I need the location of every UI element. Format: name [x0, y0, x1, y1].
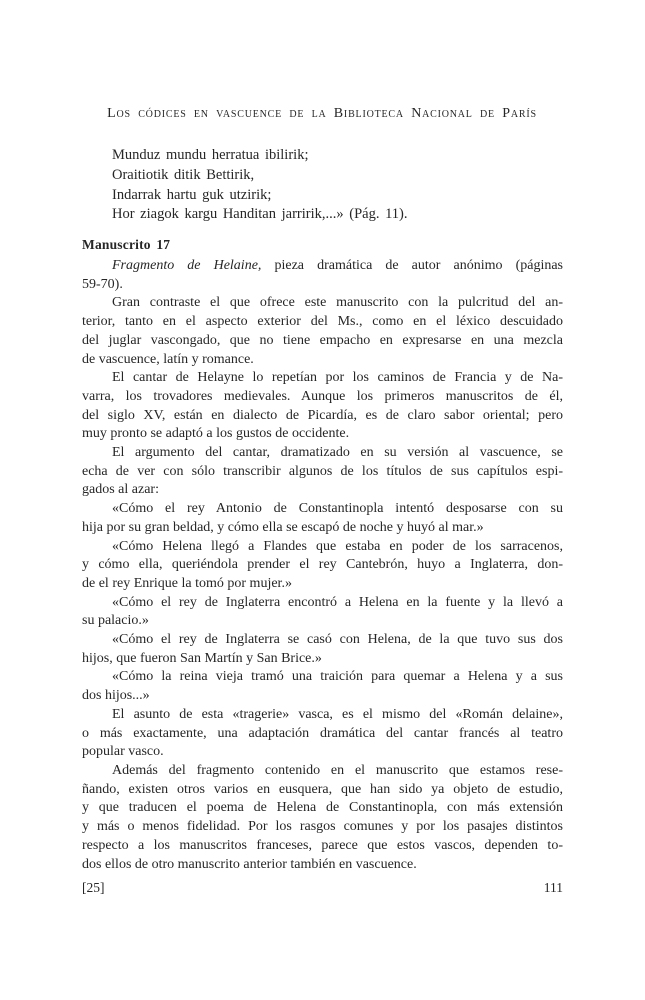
text-line: gados al azar:: [82, 482, 159, 498]
paragraph: [82, 444, 563, 500]
text-line: El cantar de Helayne lo repetían por los caminos de Francia y de Na-: [112, 370, 563, 386]
paragraph: [82, 631, 563, 668]
paragraph: [82, 762, 563, 874]
verse-line: Hor ziagok kargu Handitan jarririk,...» (Pág. 11).: [112, 206, 408, 223]
section-heading: Manuscrito 17: [82, 237, 171, 252]
text-line: «Cómo la reina vieja tramó una traición para quemar a Helena y a sus: [112, 669, 563, 685]
text-line: muy pronto se adaptó a los gustos de occidente.: [82, 426, 350, 442]
paragraph: [82, 538, 563, 594]
text-line: hijos, que fueron San Martín y San Brice.»: [82, 650, 322, 666]
text-line: dos ellos de otro manuscrito anterior también en vascuence.: [82, 856, 417, 872]
text-line: dos hijos...»: [82, 688, 150, 704]
running-head: Los códices en vascuence de la Biblioteca Nacional de París: [107, 106, 537, 121]
paragraph: [82, 500, 563, 537]
text-line: y más o menos fidelidad. Por los rasgos comunes y por los pasajes distintos: [82, 819, 563, 835]
text-line: 59-70).: [82, 276, 123, 292]
text-line: o más exactamente, una adaptación dramática del cantar francés al teatro: [82, 725, 563, 741]
text-line: y que traducen el poema de Helena de Constantinopla, con más extensión: [82, 800, 563, 816]
page-number: 111: [543, 880, 563, 895]
text-line: su palacio.»: [82, 613, 149, 629]
text-line: Gran contraste el que ofrece este manuscrito con la pulcritud del an-: [112, 295, 563, 311]
paragraph: [82, 706, 563, 762]
paragraph: [82, 257, 563, 294]
text-line: «Cómo el rey de Inglaterra se casó con Helena, de la que tuvo sus dos: [112, 632, 563, 648]
paragraph: [82, 369, 563, 444]
text-line: hija por su gran beldad, y cómo ella se escapó de noche y huyó al mar.»: [82, 519, 484, 535]
text-line: del siglo XV, están en dialecto de Picardía, es de claro sabor oriental; pero: [82, 407, 563, 423]
text-line: del juglar vascongado, que no tiene empacho en expresarse en una mezcla: [82, 332, 563, 348]
text-line: y cómo ella, queriéndola prender el rey Cantebrón, huyo a Inglaterra, don-: [82, 557, 563, 573]
verse-line: Indarrak hartu guk utzirik;: [112, 186, 272, 203]
text-line: de el rey Enrique la tomó por mujer.»: [82, 575, 292, 591]
text-line: «Cómo Helena llegó a Flandes que estaba en poder de los sarracenos,: [112, 538, 563, 554]
text-line: «Cómo el rey Antonio de Constantinopla intentó desposarse con su: [112, 501, 563, 517]
verse-line: Oraitiotik ditik Bettirik,: [112, 166, 255, 183]
text-line: ñando, existen otros varios en eusquera, que han sido ya objeto de estudio,: [82, 781, 563, 797]
text-line: respecto a los manuscritos franceses, parece que estos vascos, dependen to-: [82, 837, 563, 853]
verse-block: [112, 146, 407, 225]
text-line: de vascuence, latín y romance.: [82, 351, 254, 367]
page-footer: [82, 880, 563, 896]
text-line: «Cómo el rey de Inglaterra encontró a Helena en la fuente y la llevó a: [112, 594, 563, 610]
text-line: popular vasco.: [82, 744, 164, 760]
paragraph: [82, 668, 563, 705]
paragraph: [82, 594, 563, 631]
text-line: Además del fragmento contenido en el manuscrito que estamos rese-: [112, 762, 563, 778]
text-line: El asunto de esta «tragerie» vasca, es el mismo del «Román delaine»,: [112, 706, 563, 722]
verse-line: Munduz mundu herratua ibilirik;: [112, 147, 309, 163]
text-line: Fragmento de Helaine, pieza dramática de autor anónimo (páginas: [112, 258, 563, 273]
text-line: echa de ver con sólo transcribir algunos de los títulos de sus capítulos espi-: [82, 463, 563, 479]
body-paragraphs: [82, 257, 563, 874]
paragraph: [82, 294, 563, 369]
text-line: El argumento del cantar, dramatizado en su versión al vascuence, se: [112, 445, 563, 461]
text-line: varra, los trovadores medievales. Aunque los primeros manuscritos de él,: [82, 388, 563, 404]
text-line: terior, tanto en el aspecto exterior del Ms., como en el léxico descuidado: [82, 314, 563, 330]
signature-number: [25]: [82, 880, 105, 895]
